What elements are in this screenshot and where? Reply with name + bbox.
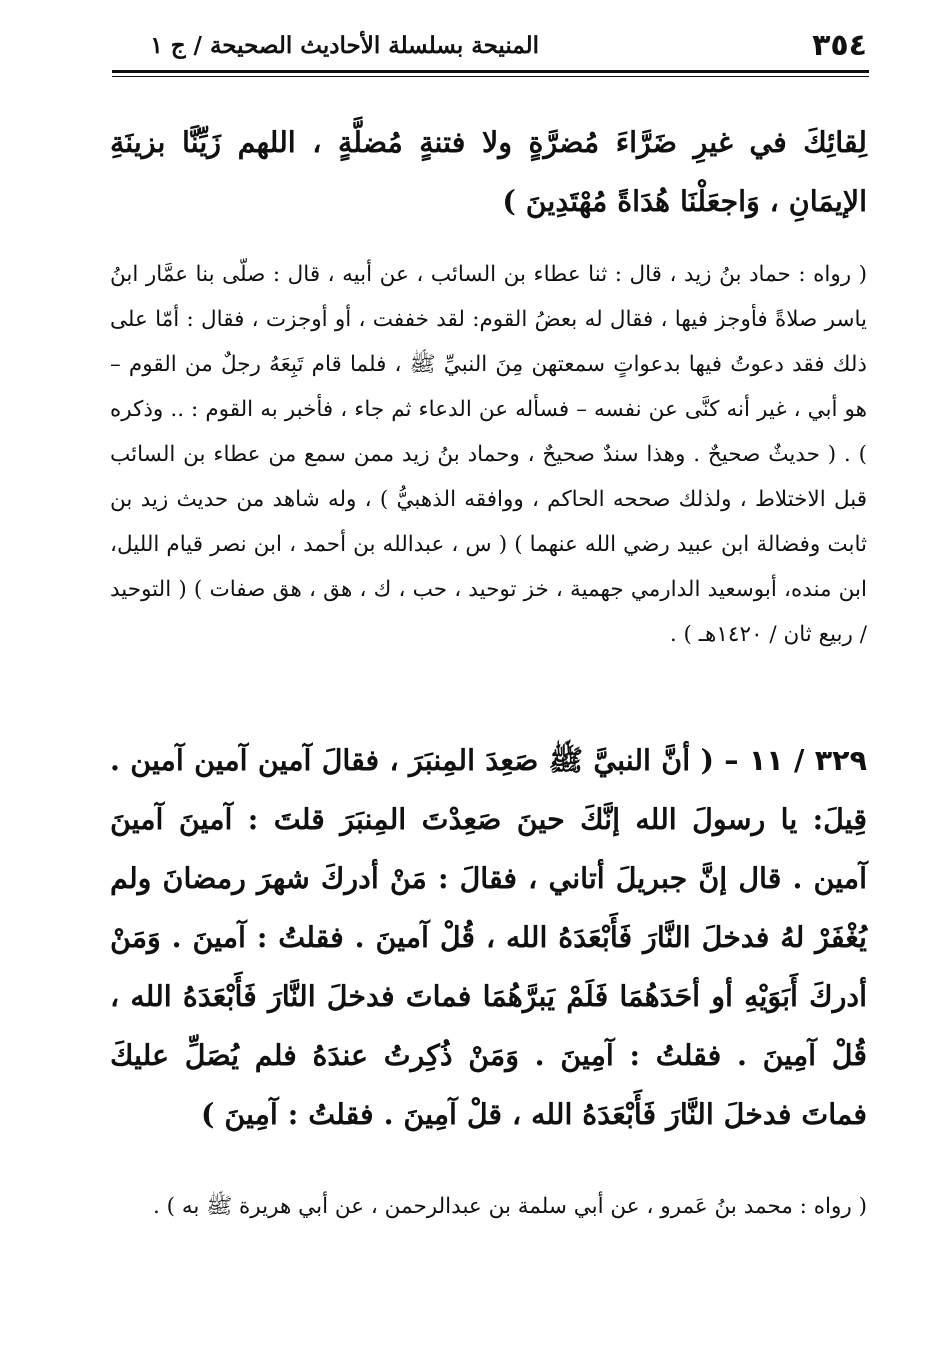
hadith-329 [110,731,867,1144]
hadith-continuation-text: لِقائِكَ في غيرِ ضَرَّاءَ مُضرَّةٍ ولا فتنةٍ مُضلَّةٍ ، اللهم زَيِّنَّا بزينَةِ الإيمَانِ ، وَاجعَلْنَا هُدَاةً مُهْتَدِينَ ) [110,125,867,218]
page-header [120,26,867,66]
page-number: ٣٥٤ [812,28,867,63]
header-rule-thick [112,70,869,73]
takhrij-text: ( رواه : حماد بنُ زيد ، قال : ثنا عطاء بن السائب ، عن أبيه ، قال : صلّى بنا عمَّار ابنُ ياسر صلاةً فأوجز فيها ، فقال له بعضُ القوم: لقد خففت ، أو أوجزت ، فقال : أمّا على ذلك فقد دعوتُ فيها بدعواتٍ سمعتهن مِنَ النبيِّ ﷺ ، فلما قام تَبِعَهُ رجلٌ من القوم – هو أبي ، غير أنه كنَّى عن نفسه – فسأله عن الدعاء ثم جاء ، فأخبر به القوم : .. وذكره ) . ( حديثٌ صحيحٌ . وهذا سندٌ صحيحٌ ، وحماد بنُ زيد ممن سمع من عطاء بن السائب قبل الاختلاط ، ولذلك صححه الحاكم ، ووافقه الذهبيُّ ) ، وله شاهد من حديث زيد بن ثابت وفضالة ابن عبيد رضي الله عنهما ) ( س ، عبدالله بن أحمد ، ابن نصر قيام الليل، ابن منده، أبوسعيد الدارمي جهمية ، خز توحيد ، حب ، ك ، هق ، هق صفات ) ( التوحيد / ربيع ثان / ١٤٢٠هـ ) . [110,262,867,647]
takhrij-paragraph-2 [110,1184,867,1229]
hadith-continuation [110,113,867,231]
takhrij-paragraph [110,252,867,657]
hadith-329-text: ( أنَّ النبيَّ ﷺ صَعِدَ المِنبَرَ ، فقالَ آمين آمين آمين . قِيلَ: يا رسولَ الله إنَّكَ حينَ صَعِدْتَ المِنبَرَ قلتَ : آمينَ آمينَ آمين . قال إنَّ جبريلَ أتاني ، فقالَ : مَنْ أدركَ شهرَ رمضانَ ولم يُغْفَرْ لهُ فدخلَ النَّارَ فَأَبْعَدَهُ الله ، قُلْ آمينَ . فقلتُ : آمينَ . وَمَنْ أدركَ أَبَوَيْهِ أو أحَدَهُمَا فَلَمْ يَبرَّهُمَا فماتَ فدخلَ النَّارَ فَأَبْعَدَهُ الله ، قُلْ آمِينَ . فقلتُ : آمِينَ . وَمَنْ ذُكِرتُ عندَهُ فلم يُصَلِّ عليكَ فماتَ فدخلَ النَّارَ فَأَبْعَدَهُ الله ، قلْ آمِينَ . فقلتُ : آمِينَ ) [110,743,867,1131]
header-rule-thin [112,76,869,77]
running-title: المنيحة بسلسلة الأحاديث الصحيحة / ج ١ [150,32,539,59]
takhrij-2-text: ( رواه : محمد بنُ عَمرو ، عن أبي سلمة بن عبدالرحمن ، عن أبي هريرة ﷺ به ) . [152,1194,867,1219]
hadith-number: ٣٢٩ / ١١ – [724,744,867,777]
